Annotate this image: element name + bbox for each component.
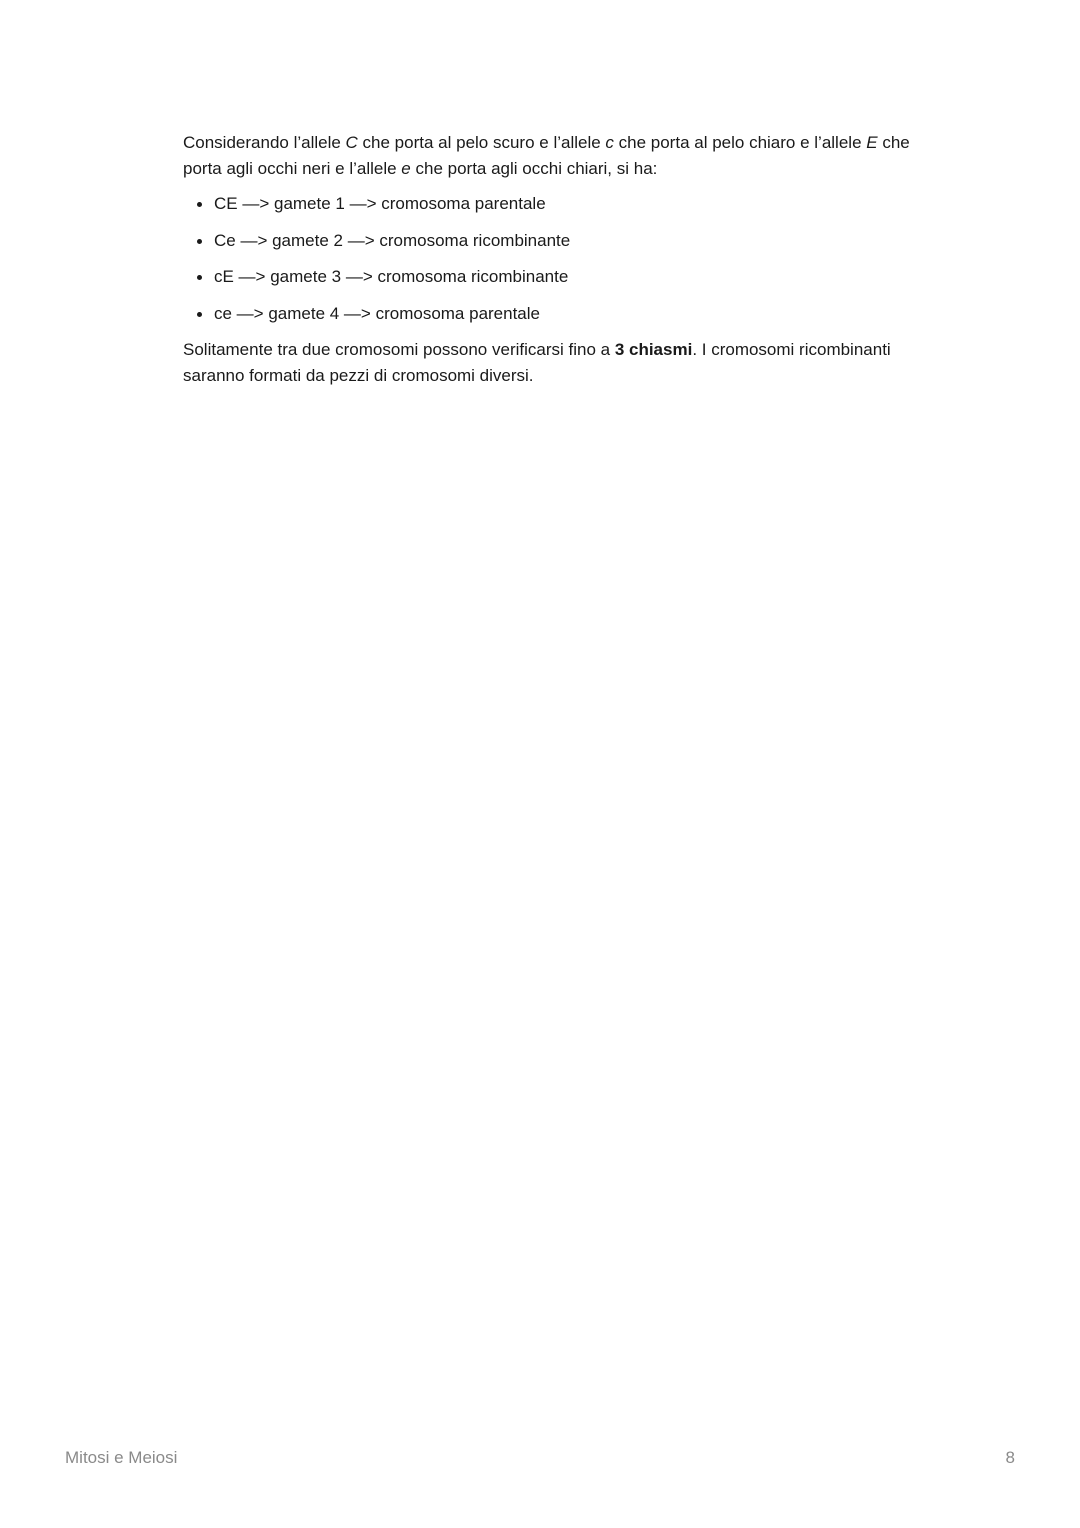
page-number: 8 xyxy=(1005,1448,1015,1467)
conclusion-paragraph xyxy=(183,337,943,389)
intro-text-1: Considerando l’allele xyxy=(183,133,346,152)
intro-text-3: che porta al pelo chiaro e l’allele xyxy=(613,133,867,152)
allele-C: C xyxy=(345,133,358,152)
allele-c: c xyxy=(605,133,614,152)
intro-paragraph xyxy=(183,130,943,182)
list-item: cE —> gamete 3 —> cromosoma ricombinante xyxy=(183,264,943,290)
list-item: CE —> gamete 1 —> cromosoma parentale xyxy=(183,191,943,217)
document-body xyxy=(183,130,943,389)
allele-E: E xyxy=(866,133,878,152)
intro-text-2: che porta al pelo scuro e l’allele xyxy=(357,133,606,152)
conclusion-text-2: . I cromosomi ricombinanti saranno formati da pezzi di cromosomi diversi. xyxy=(183,340,891,385)
allele-e: e xyxy=(401,159,411,178)
conclusion-text-1: Solitamente tra due cromosomi possono verificarsi fino a xyxy=(183,340,615,359)
intro-text-5: che porta agli occhi chiari, si ha: xyxy=(410,159,658,178)
conclusion-bold: 3 chiasmi xyxy=(614,340,693,359)
footer-document-title: Mitosi e Meiosi xyxy=(65,1448,178,1467)
list-item: Ce —> gamete 2 —> cromosoma ricombinante xyxy=(183,228,943,254)
intro-text-4: che porta agli occhi neri e l’allele xyxy=(183,133,910,178)
gamete-list xyxy=(183,191,943,327)
list-item: ce —> gamete 4 —> cromosoma parentale xyxy=(183,301,943,327)
